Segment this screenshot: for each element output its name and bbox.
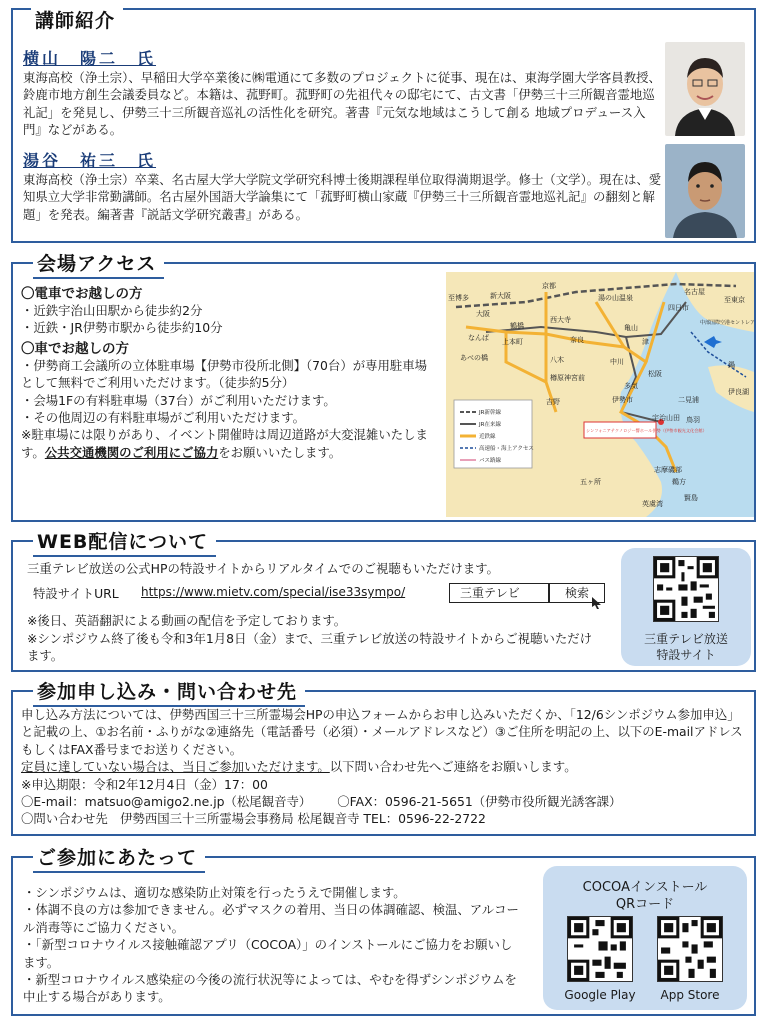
apply-title: 参加申し込み・問い合わせ先 — [33, 677, 305, 704]
map-label: 新大阪 — [490, 292, 511, 300]
map-label: 松阪 — [648, 370, 662, 378]
map-label: 伊良湖 — [728, 388, 749, 396]
car-heading: 〇車でお越しの方 — [21, 340, 129, 357]
instructor-2-bio: 東海高校（浄土宗）卒業、名古屋大学大学院文学研究科博士後期課程単位取得満期退学。修士（文学）。現在は、愛知県立大学非常勤講師。名古屋外国語大学論集にて「菰野町横山家蔵『伊勢三十三所観音霊地巡礼記』の翻刻と解題」を発表。編著書『説話文学研究叢書』がある。 — [23, 172, 662, 222]
url-label: 特設サイトURL — [33, 586, 119, 601]
train-line-1: ・近鉄宇治山田駅から徒歩約2分 — [21, 303, 203, 318]
map-label: 名古屋 — [684, 288, 705, 296]
map-label: 英虞湾 — [642, 500, 663, 508]
map-label: 鶴橋 — [510, 322, 524, 330]
access-title: 会場アクセス — [33, 249, 164, 276]
note-item-1: ・シンポジウムは、適切な感染防止対策を行ったうえで開催します。 — [23, 885, 406, 900]
apply-section — [11, 681, 756, 836]
map-label: 中川 — [610, 358, 624, 366]
web-note-1: ※後日、英語翻訳による動画の配信を予定しております。 — [27, 613, 347, 628]
notes-title: ご参加にあたって — [33, 843, 205, 870]
instructor-1-bio: 東海高校（浄土宗）、早稲田大学卒業後に㈱電通にて多数のプロジェクトに従事、現在は、東海学園大学客員教授、鈴鹿市地方創生会議委員など。本籍は、菰野町。菰野町の先祖代々の邸宅にて、古文書「伊勢三十三所観音霊地巡礼記」を発見し、伊勢三十三所観音巡礼の活性化を研究。著書『元気な地域はこうして創る 地域プロデュース入門』などがある。 — [23, 70, 661, 138]
web-section — [11, 531, 756, 672]
map-label: 二見浦 — [678, 396, 699, 404]
map-label: 樽原神宮前 — [550, 374, 585, 382]
instructor-1 — [23, 46, 663, 139]
web-url-row — [33, 582, 633, 606]
apply-method: 申し込み方法については、伊勢西国三十三所霊場会HPの申込フォームからお申し込みいただくか、「12/6シンポジウム参加申込」と記載の上、①お名前・ふりがな②連絡先（電話番号（必須）・メールアドレスなど）③ご住所を明記の上、以下のE-mailアドレスもしくはFAX番号までお送りください。 — [21, 707, 743, 757]
instructors-title: 講師紹介 — [31, 6, 123, 33]
map-label: 鍋 — [728, 361, 735, 369]
map-label: 賢島 — [684, 494, 698, 502]
apply-deadline: ※申込期限：令和2年12月4日（金）17：00 — [21, 776, 268, 792]
map-label: 四日市 — [668, 304, 689, 312]
cocoa-title-2: QRコード — [615, 897, 675, 912]
apply-body — [21, 706, 746, 828]
parking-note: ※駐車場には限りがあり、イベント開催時は周辺道路が大変混雑いたします。公共交通機関のご利用にご協力をお願いいたします。 — [21, 427, 428, 460]
map-label: 至博多 — [448, 294, 469, 302]
note-item-4: ・新型コロナウイルス感染症の今後の流行状況等によっては、やむを得ずシンポジウムを中止する場合があります。 — [23, 972, 517, 1005]
walkin-note: 定員に達していない場合は、当日ご参加いただけます。 — [21, 759, 330, 775]
map-label: 八木 — [550, 356, 564, 364]
instructor-2-name: 湯谷 祐三 氏 — [23, 151, 157, 170]
map-label: 至東京 — [724, 296, 745, 304]
access-map — [446, 272, 754, 517]
access-section — [11, 253, 756, 522]
map-label: 五ヶ所 — [580, 478, 601, 486]
web-title: WEB配信について — [33, 527, 216, 554]
google-play-label: Google Play — [564, 988, 636, 1002]
map-label: 奈良 — [570, 336, 584, 344]
mietv-qr-code[interactable] — [653, 556, 719, 622]
note-item-2: ・体調不良の方は参加できません。必ずマスクの着用、当日の体調確認、検温、アルコール消毒等にご協力ください。 — [23, 902, 519, 935]
apply-contact-row — [21, 793, 746, 810]
map-label: 鳥羽 — [686, 416, 700, 424]
car-line-3: ・その他周辺の有料駐車場がご利用いただけます。 — [21, 410, 305, 426]
cocoa-qr-panel — [543, 866, 747, 1010]
legend-5: バス路線 — [479, 458, 502, 464]
notes-section — [11, 847, 756, 1016]
instructor-1-photo — [665, 42, 745, 136]
special-site-link[interactable]: https://www.mietv.com/special/ise33sympo/ — [141, 585, 406, 599]
map-label: 湯の山温泉 — [598, 294, 633, 302]
apply-fax: 〇FAX：0596-21-5651（伊勢市役所観光誘客課） — [337, 794, 622, 810]
map-label: あべの橋 — [460, 354, 488, 362]
mietv-qr-caption-2: 特設サイト — [656, 648, 716, 662]
map-label: 亀山 — [624, 324, 638, 332]
app-store-label: App Store — [660, 988, 720, 1002]
apply-walkin: 定員に達していない場合は、当日ご参加いただけます。以下問い合わせ先へご連絡をお願いします。 — [21, 759, 577, 775]
google-play-qr-code[interactable] — [567, 916, 633, 982]
map-label: 志摩磯部 — [654, 466, 682, 474]
map-label: なんば — [468, 334, 489, 342]
map-label: 多気 — [624, 382, 638, 390]
map-label: 宇治山田 — [652, 414, 680, 422]
train-line-2: ・近鉄・JR伊勢市駅から徒歩約10分 — [21, 320, 223, 336]
instructors-section — [11, 8, 756, 243]
instructor-2 — [23, 148, 663, 223]
map-label: 上本町 — [502, 338, 523, 346]
map-label: 鵜方 — [672, 478, 686, 486]
apply-email[interactable]: 〇E-mail：matsuo@amigo2.ne.jp（松尾観音寺） — [21, 794, 312, 810]
train-heading: 〇電車でお越しの方 — [21, 286, 143, 302]
car-line-2: ・会場1Fの有料駐車場（37台）がご利用いただけます。 — [21, 392, 336, 408]
legend-3: 近鉄線 — [479, 434, 496, 440]
map-label: 吉野 — [546, 398, 560, 406]
mietv-qr-caption-1: 三重テレビ放送 — [644, 632, 728, 646]
map-label: 津 — [642, 338, 649, 346]
cocoa-title-1: COCOAインストール — [582, 880, 708, 895]
app-store-qr-code[interactable] — [657, 916, 723, 982]
note-item-3: ・「新型コロナウイルス接触確認アプリ（COCOA）」のインストールにご協力をお願いします。 — [23, 937, 513, 970]
search-button[interactable]: 検索 — [549, 583, 605, 603]
web-note-2: ※シンポジウム終了後も令和3年1月8日（金）まで、三重テレビ放送の特設サイトからご視聴いただけます。 — [27, 631, 593, 664]
legend-1: JR新幹線 — [479, 410, 501, 416]
map-label: 伊勢市 — [612, 396, 633, 404]
notes-list — [23, 884, 523, 1006]
web-line-1: 三重テレビ放送の公式HPの特設サイトからリアルタイムでのご視聴もいただけます。 — [27, 561, 499, 576]
map-label: 大阪 — [476, 310, 490, 318]
instructor-2-photo — [665, 144, 745, 238]
instructor-1-name: 横山 陽二 氏 — [23, 49, 157, 68]
apply-contact: 〇問い合わせ先 伊勢西国三十三所霊場会事務局 松尾観音寺 TEL：0596-22-2722 — [21, 811, 486, 827]
legend-2: JR在来線 — [479, 422, 501, 428]
map-venue: シンフォニアテクノロジー響ホール伊勢（伊勢市観光文化会館） — [586, 428, 707, 433]
car-line-1: ・伊勢商工会議所の立体駐車場【伊勢市役所北側】（70台）が専用駐車場として無料でご利用いただけます。（徒歩約5分） — [21, 357, 428, 391]
access-text — [21, 282, 439, 461]
cursor-icon — [591, 596, 603, 610]
legend-4: 高速船・海上アクセス — [479, 446, 534, 452]
map-label: 西大寺 — [550, 316, 571, 324]
mietv-qr-panel — [621, 548, 751, 666]
map-label: 京都 — [542, 282, 556, 290]
search-box[interactable]: 三重テレビ — [449, 583, 549, 603]
map-label: 中部国際空港セントレア — [700, 320, 754, 326]
public-transport-request: 公共交通機関のご利用にご協力 — [44, 444, 219, 460]
